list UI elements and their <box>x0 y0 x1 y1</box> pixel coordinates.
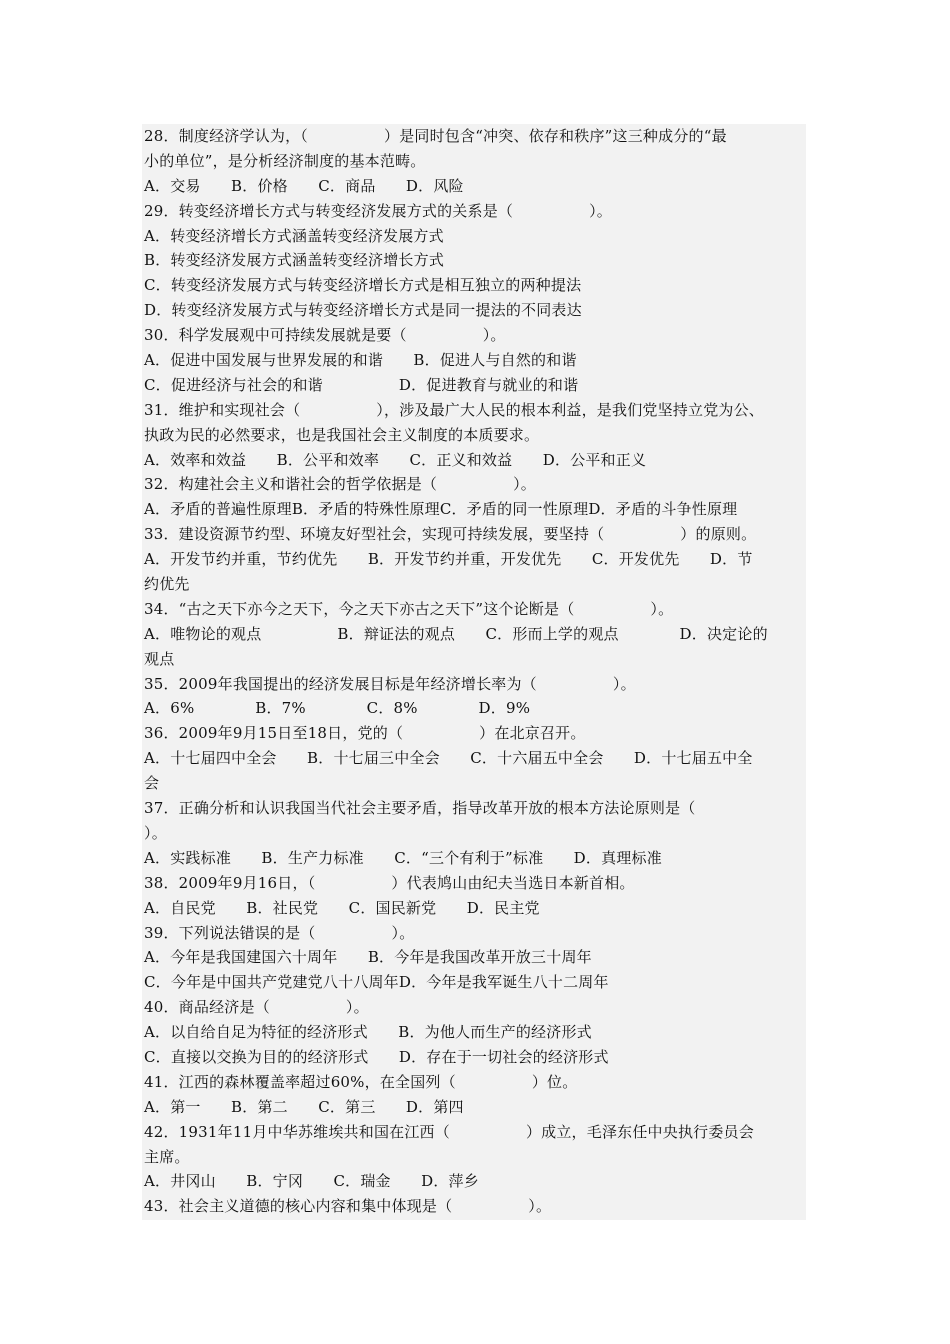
question-42-line-2: 主席。 <box>144 1147 190 1166</box>
question-33-stem: 33．建设资源节约型、环境友好型社会，实现可持续发展，要坚持（ ）的原则。 <box>144 525 757 544</box>
question-42-options: A．井冈山 B．宁冈 C．瑞金 D．萍乡 <box>144 1172 479 1191</box>
question-32-stem: 32．构建社会主义和谐社会的哲学依据是（ ）。 <box>144 475 536 494</box>
question-37-line-1: 37．正确分析和认识我国当代社会主要矛盾，指导改革开放的根本方法论原则是（ <box>144 799 696 818</box>
question-39-options-ab: A．今年是我国建国六十周年 B．今年是我国改革开放三十周年 <box>144 948 592 967</box>
question-31-options: A．效率和效益 B．公平和效率 C．正义和效益 D．公平和正义 <box>144 450 647 469</box>
question-33-options-line-1: A．开发节约并重，节约优先 B．开发节约并重，开发优先 C．开发优先 D．节 <box>144 550 753 569</box>
question-32-options: A．矛盾的普遍性原理B．矛盾的特殊性原理C．矛盾的同一性原理D．矛盾的斗争性原理 <box>144 500 738 519</box>
question-28-options: A．交易 B．价格 C．商品 D．风险 <box>144 176 464 195</box>
question-35-options: A．6% B．7% C．8% D．9% <box>144 699 531 718</box>
question-36-stem: 36．2009年9月15日至18日，党的（ ）在北京召开。 <box>144 724 586 743</box>
question-40-stem: 40．商品经济是（ ）。 <box>144 998 369 1017</box>
question-29-option-a: A．转变经济增长方式涵盖转变经济发展方式 <box>144 226 444 245</box>
question-41-options: A．第一 B．第二 C．第三 D．第四 <box>144 1097 464 1116</box>
question-34-options-line-1: A．唯物论的观点 B．辩证法的观点 C．形而上学的观点 D．决定论的 <box>144 624 768 643</box>
question-40-options-cd: C．直接以交换为目的的经济形式 D．存在于一切社会的经济形式 <box>144 1047 609 1066</box>
question-36-options-line-1: A．十七届四中全会 B．十七届三中全会 C．十六届五中全会 D．十七届五中全 <box>144 749 753 768</box>
question-36-options-line-2: 会 <box>144 774 160 793</box>
question-30-options-cd: C．促进经济与社会的和谐 D．促进教育与就业的和谐 <box>144 375 579 394</box>
question-28-line-2: 小的单位”，是分析经济制度的基本范畴。 <box>144 151 426 170</box>
question-30-options-ab: A．促进中国发展与世界发展的和谐 B．促进人与自然的和谐 <box>144 351 577 370</box>
question-29-option-b: B．转变经济发展方式涵盖转变经济增长方式 <box>144 251 445 270</box>
question-34-stem: 34．“古之天下亦今之天下，今之天下亦古之天下”这个论断是（ ）。 <box>144 599 674 618</box>
question-34-options-line-2: 观点 <box>144 649 175 668</box>
question-33-options-line-2: 约优先 <box>144 575 190 594</box>
question-43-stem: 43．社会主义道德的核心内容和集中体现是（ ）。 <box>144 1197 552 1216</box>
question-38-stem: 38．2009年9月16日，（ ）代表鸠山由纪夫当选日本新首相。 <box>144 873 635 892</box>
question-39-stem: 39．下列说法错误的是（ ）。 <box>144 923 415 942</box>
question-31-line-2: 执政为民的必然要求，也是我国社会主义制度的本质要求。 <box>144 425 540 444</box>
question-37-line-2: ）。 <box>144 823 167 842</box>
question-42-line-1: 42．1931年11月中华苏维埃共和国在江西（ ）成立，毛泽东任中央执行委员会 <box>144 1122 754 1141</box>
question-29-option-c: C．转变经济发展方式与转变经济增长方式是相互独立的两种提法 <box>144 276 582 295</box>
document-text <box>144 124 804 1219</box>
question-31-line-1: 31．维护和实现社会（ ），涉及最广大人民的根本利益，是我们党坚持立党为公、 <box>144 400 764 419</box>
question-41-stem: 41．江西的森林覆盖率超过60%，在全国列（ ）位。 <box>144 1072 578 1091</box>
question-39-options-cd: C．今年是中国共产党建党八十八周年D．今年是我军诞生八十二周年 <box>144 973 609 992</box>
question-30-stem: 30．科学发展观中可持续发展就是要（ ）。 <box>144 326 506 345</box>
question-38-options: A．自民党 B．社民党 C．国民新党 D．民主党 <box>144 898 540 917</box>
question-29-option-d: D．转变经济发展方式与转变经济增长方式是同一提法的不同表达 <box>144 301 582 320</box>
question-35-stem: 35．2009年我国提出的经济发展目标是年经济增长率为（ ）。 <box>144 674 636 693</box>
question-40-options-ab: A．以自给自足为特征的经济形式 B．为他人而生产的经济形式 <box>144 1023 592 1042</box>
question-29-stem: 29．转变经济增长方式与转变经济发展方式的关系是（ ）。 <box>144 201 612 220</box>
question-37-options: A．实践标准 B．生产力标准 C．“三个有利于”标准 D．真理标准 <box>144 848 662 867</box>
question-28-line-1: 28．制度经济学认为，（ ）是同时包含“冲突、依存和秩序”这三种成分的“最 <box>144 127 727 145</box>
